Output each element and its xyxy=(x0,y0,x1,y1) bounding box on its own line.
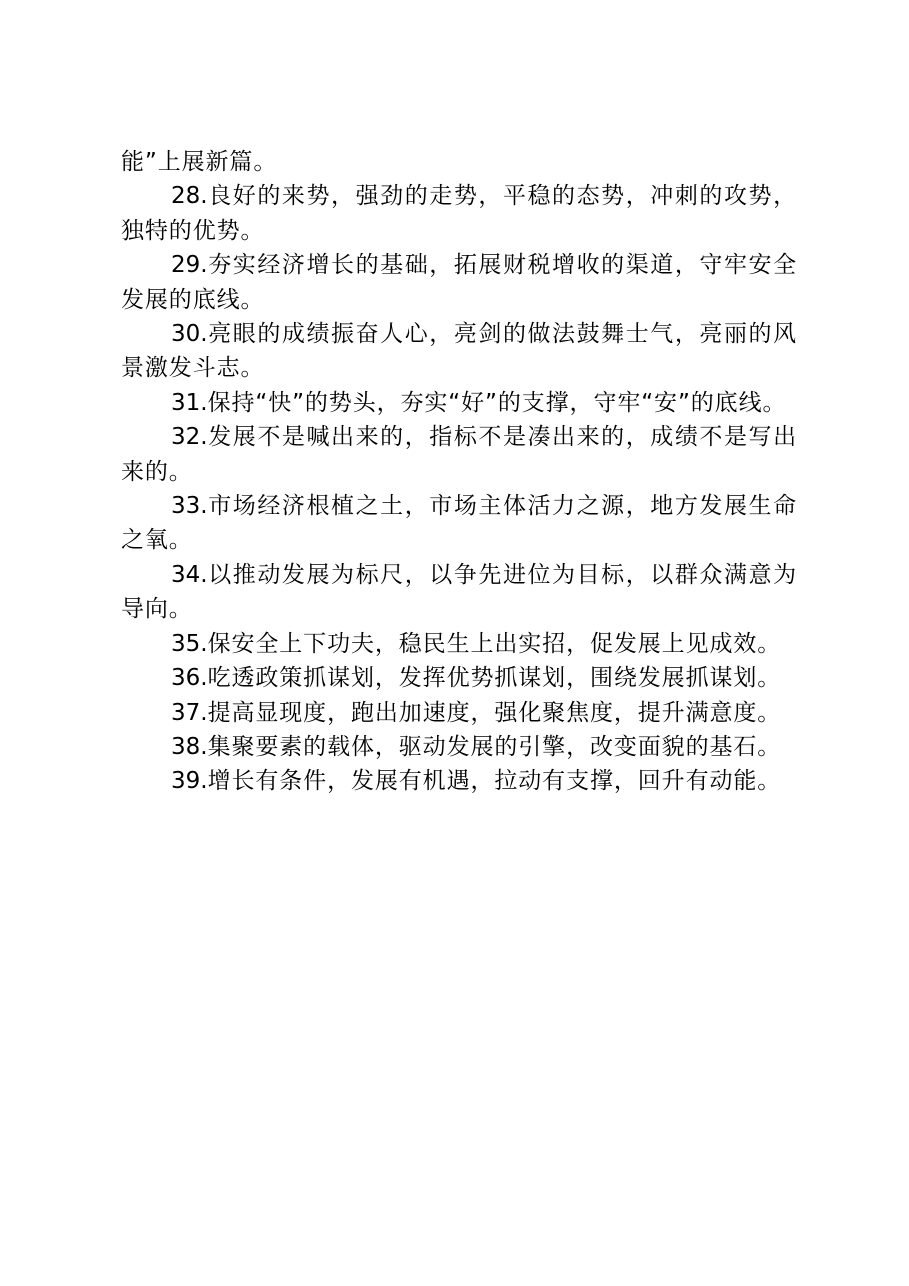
list-item-39 xyxy=(121,764,797,798)
item-text: 保持“快”的势头，夯实“好”的支撑，守牢“安”的底线。 xyxy=(207,389,787,416)
list-item-28 xyxy=(121,179,797,248)
item-text: 市场经济根植之土，市场主体活力之源，地方发展生命之氧。 xyxy=(121,493,797,554)
list-item-30 xyxy=(121,317,797,386)
item-number: 31. xyxy=(171,389,208,416)
list-item-29 xyxy=(121,248,797,317)
list-item-38 xyxy=(121,730,797,764)
list-item-32 xyxy=(121,420,797,489)
item-number: 30. xyxy=(171,321,208,348)
item-text: 保安全上下功夫，稳民生上出实招，促发展上见成效。 xyxy=(207,630,782,657)
list-item-37 xyxy=(121,696,797,730)
item-number: 39. xyxy=(171,768,208,795)
item-text: 集聚要素的载体，驱动发展的引擎，改变面貌的基石。 xyxy=(207,733,782,760)
item-number: 29. xyxy=(171,252,208,279)
item-text: 发展不是喊出来的，指标不是凑出来的，成绩不是写出来的。 xyxy=(121,424,797,485)
item-text: 亮眼的成绩振奋人心，亮剑的做法鼓舞士气，亮丽的风景激发斗志。 xyxy=(121,321,797,382)
item-number: 35. xyxy=(171,630,208,657)
item-text: 夯实经济增长的基础，拓展财税增收的渠道，守牢安全发展的底线。 xyxy=(121,252,797,313)
list-item-35 xyxy=(121,627,797,661)
list-item-31 xyxy=(121,386,797,420)
item-number: 34. xyxy=(171,561,208,588)
item-number: 37. xyxy=(171,699,208,726)
item-number: 33. xyxy=(171,493,208,520)
item-number: 28. xyxy=(171,183,208,210)
item-text: 良好的来势，强劲的走势，平稳的态势，冲刺的攻势，独特的优势。 xyxy=(121,183,797,244)
item-text: 以推动发展为标尺，以争先进位为目标，以群众满意为导向。 xyxy=(121,561,797,623)
document-body xyxy=(121,145,797,799)
list-item-33 xyxy=(121,489,797,558)
continuation-paragraph: 能”上展新篇。 xyxy=(121,149,278,175)
item-number: 36. xyxy=(171,665,208,692)
item-number: 32. xyxy=(171,424,208,451)
item-text: 提高显现度，跑出加速度，强化聚焦度，提升满意度。 xyxy=(207,699,782,726)
item-text: 增长有条件，发展有机遇，拉动有支撑，回升有动能。 xyxy=(207,768,782,795)
list-item-36 xyxy=(121,661,797,695)
item-text: 吃透政策抓谋划，发挥优势抓谋划，围绕发展抓谋划。 xyxy=(207,665,782,692)
list-item-34 xyxy=(121,558,797,627)
item-number: 38. xyxy=(171,733,208,760)
